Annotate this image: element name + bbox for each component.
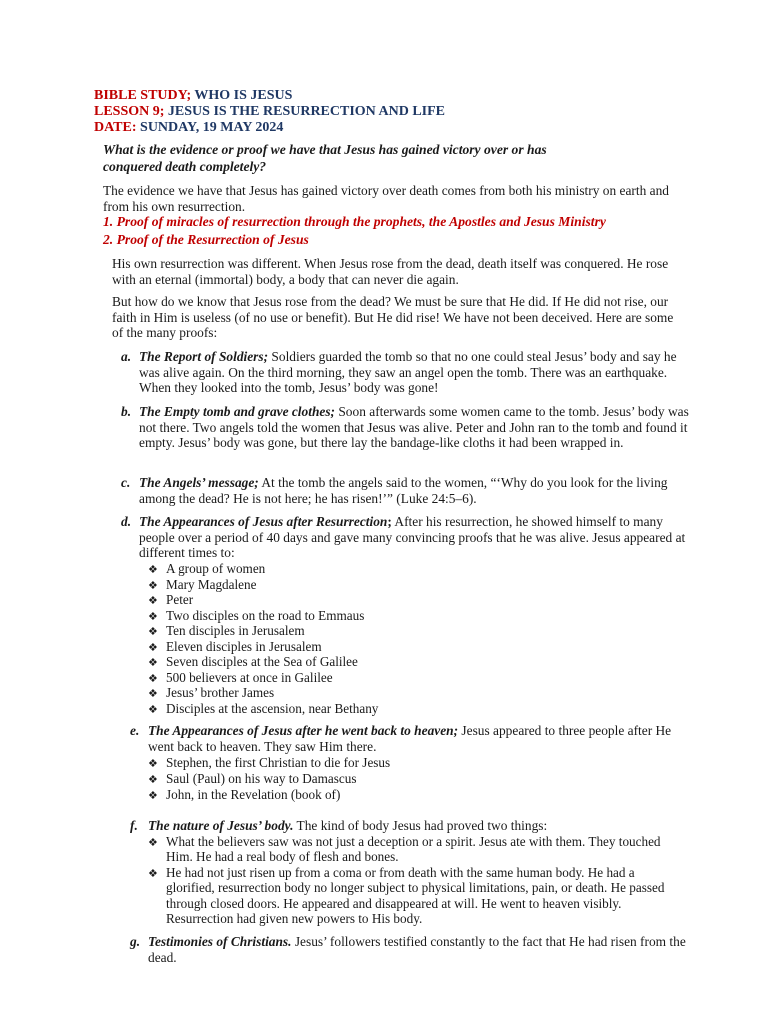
- intro-paragraph: The evidence we have that Jesus has gained victory over death comes from both his ministry on earth and from his own resurrection.: [103, 183, 669, 214]
- proof-f: [148, 818, 688, 834]
- appearance-text: Two disciples on the road to Emmaus: [166, 607, 365, 623]
- proof-b-title: The Empty tomb and grave clothes;: [139, 404, 336, 419]
- proofs-intro-paragraph: But how do we know that Jesus rose from the dead? We must be sure that He did. If He did not rise, our faith in Him is useless (of no use or benefit). But He did rise! We have not been deceived. Here are some of the many proofs:: [112, 294, 674, 341]
- header-date: [94, 120, 283, 136]
- proof-b-letter: b.: [121, 404, 132, 419]
- body-point: What the believers saw was not just a deception or a spirit. Jesus ate with them. They touched Him. He had a real body of flesh and bones.: [166, 834, 661, 865]
- bullet-icon: ❖: [148, 868, 158, 880]
- study-question: What is the evidence or proof we have that Jesus has gained victory over or has conquered death completely?: [103, 142, 547, 174]
- heaven-appearance-text: Stephen, the first Christian to die for Jesus: [166, 755, 391, 770]
- bullet-icon: ❖: [148, 758, 158, 770]
- proof-c-letter: c.: [121, 475, 131, 490]
- numbered-point-2: 2. Proof of the Resurrection of Jesus: [103, 232, 309, 247]
- proof-d: [139, 514, 689, 561]
- heaven-appearance-text: Saul (Paul) on his way to Damascus: [166, 771, 357, 786]
- bullet-icon: ❖: [148, 774, 158, 786]
- body-point: He had not just risen up from a coma or from death with the same human body. He had a glorified, resurrection body no longer subject to physical limitations, pain, or death. He passed through closed doors. He appeared and disappeared at will. He went to heaven visibly. Resurrection had given new powers to His body.: [166, 865, 665, 927]
- appearance-text: A group of women: [166, 561, 266, 576]
- bullet-icon: ❖: [148, 672, 158, 685]
- proof-e-letter: e.: [130, 723, 140, 738]
- appearance-text: Eleven disciples in Jerusalem: [166, 638, 322, 654]
- bullet-icon: ❖: [148, 790, 158, 802]
- lesson-value: JESUS IS THE RESURRECTION AND LIFE: [164, 104, 446, 119]
- proof-d-text: After his resurrection, he showed himself to many people over a period of 40 days and gave many convincing proofs that he was alive. Jesus appeared at different times to:: [139, 514, 686, 561]
- proof-f-text: The kind of body Jesus had proved two things:: [293, 818, 548, 833]
- proof-c-title: The Angels’ message;: [139, 475, 259, 490]
- heaven-appearance-text: John, in the Revelation (book of): [166, 787, 341, 802]
- heaven-appearance-item: [148, 787, 340, 804]
- proof-a-letter: a.: [121, 349, 132, 364]
- appearance-item: [148, 701, 378, 718]
- proof-a-title: The Report of Soldiers;: [139, 349, 269, 364]
- proof-a-text: Soldiers guarded the tomb so that no one could steal Jesus’ body and say he was alive again. On the third morning, they saw an angel open the tomb. There was an earthquake. When they looked into the tomb, Jesus’ body was gone!: [139, 349, 677, 396]
- proof-c: [139, 475, 689, 506]
- proof-g-letter: g.: [130, 934, 141, 949]
- proof-f-letter: f.: [130, 818, 138, 833]
- bullet-icon: ❖: [148, 641, 158, 654]
- bullet-icon: ❖: [148, 837, 158, 849]
- bullet-icon: ❖: [148, 595, 158, 607]
- proof-b-text: Soon afterwards some women came to the tomb. Jesus’ body was not there. Two angels told the women that Jesus was alive. Peter and John ran to the tomb and found it empty. Jesus’ body was gone, but there lay the bandage-like cloths it had been wrapped in.: [139, 404, 689, 451]
- bullet-icon: ❖: [148, 579, 158, 592]
- appearance-text: Seven disciples at the Sea of Galilee: [166, 654, 358, 669]
- proof-f-title: The nature of Jesus’ body.: [148, 818, 294, 833]
- proof-c-text: At the tomb the angels said to the women, “‘Why do you look for the living among the dead? He is not here; he has risen!’” (Luke 24:5–6).: [139, 475, 668, 506]
- bullet-icon: ❖: [148, 626, 158, 638]
- proof-e: [148, 723, 688, 754]
- appearance-text: Jesus’ brother James: [166, 685, 275, 700]
- date-label: DATE:: [94, 120, 137, 135]
- bullet-icon: ❖: [148, 688, 158, 700]
- header-value: WHO IS JESUS: [191, 88, 293, 103]
- proof-b: [139, 404, 689, 451]
- resurrection-paragraph: His own resurrection was different. When Jesus rose from the dead, death itself was conquered. He rose with an eternal (immortal) body, a body that can never die again.: [112, 256, 669, 287]
- bullet-icon: ❖: [148, 564, 158, 576]
- proof-d-title: The Appearances of Jesus after Resurrection: [139, 514, 388, 529]
- appearance-text: 500 believers at once in Galilee: [166, 669, 333, 685]
- proof-a: [139, 349, 689, 396]
- proof-g-text: Jesus’ followers testified constantly to the fact that He had risen from the dead.: [148, 934, 686, 965]
- proof-g: [148, 934, 688, 965]
- proof-e-title: The Appearances of Jesus after he went back to heaven;: [148, 723, 459, 738]
- header-title: [94, 88, 292, 104]
- proof-d-semicolon: ;: [387, 514, 392, 529]
- proof-g-title: Testimonies of Christians.: [148, 934, 292, 949]
- header-lesson: [94, 104, 445, 120]
- proof-e-text: Jesus appeared to three people after He went back to heaven. They saw Him there.: [148, 723, 672, 754]
- proof-d-letter: d.: [121, 514, 132, 529]
- lesson-label: LESSON 9;: [94, 104, 165, 119]
- body-point-bullet: [148, 865, 166, 882]
- appearance-text: Peter: [166, 592, 194, 607]
- bullet-icon: ❖: [148, 657, 158, 669]
- appearance-text: Ten disciples in Jerusalem: [166, 623, 305, 638]
- heaven-appearance-item: [148, 771, 356, 788]
- bullet-icon: ❖: [148, 610, 158, 623]
- date-value: SUNDAY, 19 MAY 2024: [136, 120, 284, 135]
- header-label: BIBLE STUDY;: [94, 88, 192, 103]
- heaven-appearance-item: [148, 755, 390, 772]
- body-point-bullet: [148, 834, 166, 851]
- appearance-text: Disciples at the ascension, near Bethany: [166, 700, 379, 716]
- bullet-icon: ❖: [148, 703, 158, 716]
- numbered-point-1: 1. Proof of miracles of resurrection through the prophets, the Apostles and Jesus Ministry: [103, 214, 606, 229]
- appearance-text: Mary Magdalene: [166, 576, 257, 592]
